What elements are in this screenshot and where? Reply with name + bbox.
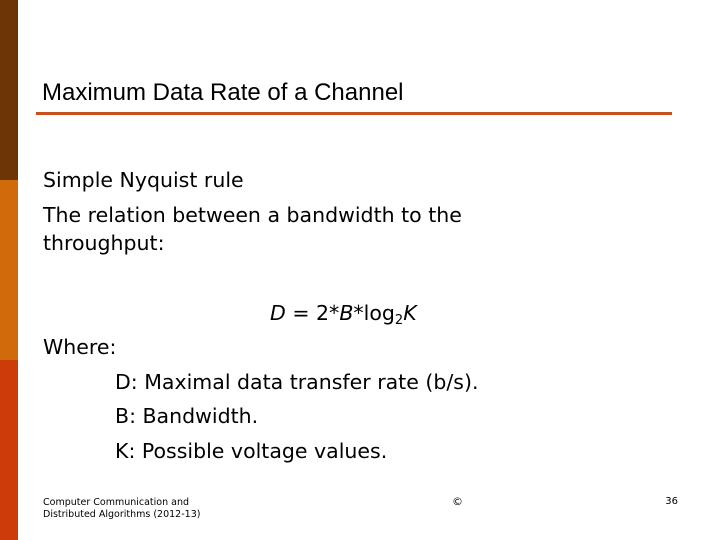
formula-log: *log	[353, 301, 395, 325]
title-divider	[36, 112, 672, 115]
formula-b: B	[339, 301, 354, 325]
slide-title: Maximum Data Rate of a Channel	[42, 79, 404, 106]
nyquist-formula	[270, 300, 417, 326]
formula-k: K	[403, 301, 417, 325]
side-bar-bottom	[0, 360, 18, 540]
definition-item: K: Possible voltage values.	[115, 439, 388, 463]
definition-item: B: Bandwidth.	[115, 404, 259, 428]
definition-item: D: Maximal data transfer rate (b/s).	[115, 370, 479, 394]
formula-log-base: 2	[394, 313, 404, 328]
intro-line: Simple Nyquist rule	[43, 168, 244, 192]
side-bar-top	[0, 0, 18, 180]
intro-line: throughput:	[43, 231, 165, 255]
formula-d: D	[270, 301, 286, 325]
footer-page-number: 36	[665, 496, 678, 507]
where-label: Where:	[43, 335, 117, 359]
side-bar-middle	[0, 180, 18, 360]
footer-copyright: ©	[452, 495, 463, 508]
intro-line: The relation between a bandwidth to the	[43, 203, 462, 227]
formula-equals: = 2*	[285, 301, 340, 325]
footer-course: Computer Communication and Distributed Algorithms (2012-13)	[43, 497, 201, 520]
